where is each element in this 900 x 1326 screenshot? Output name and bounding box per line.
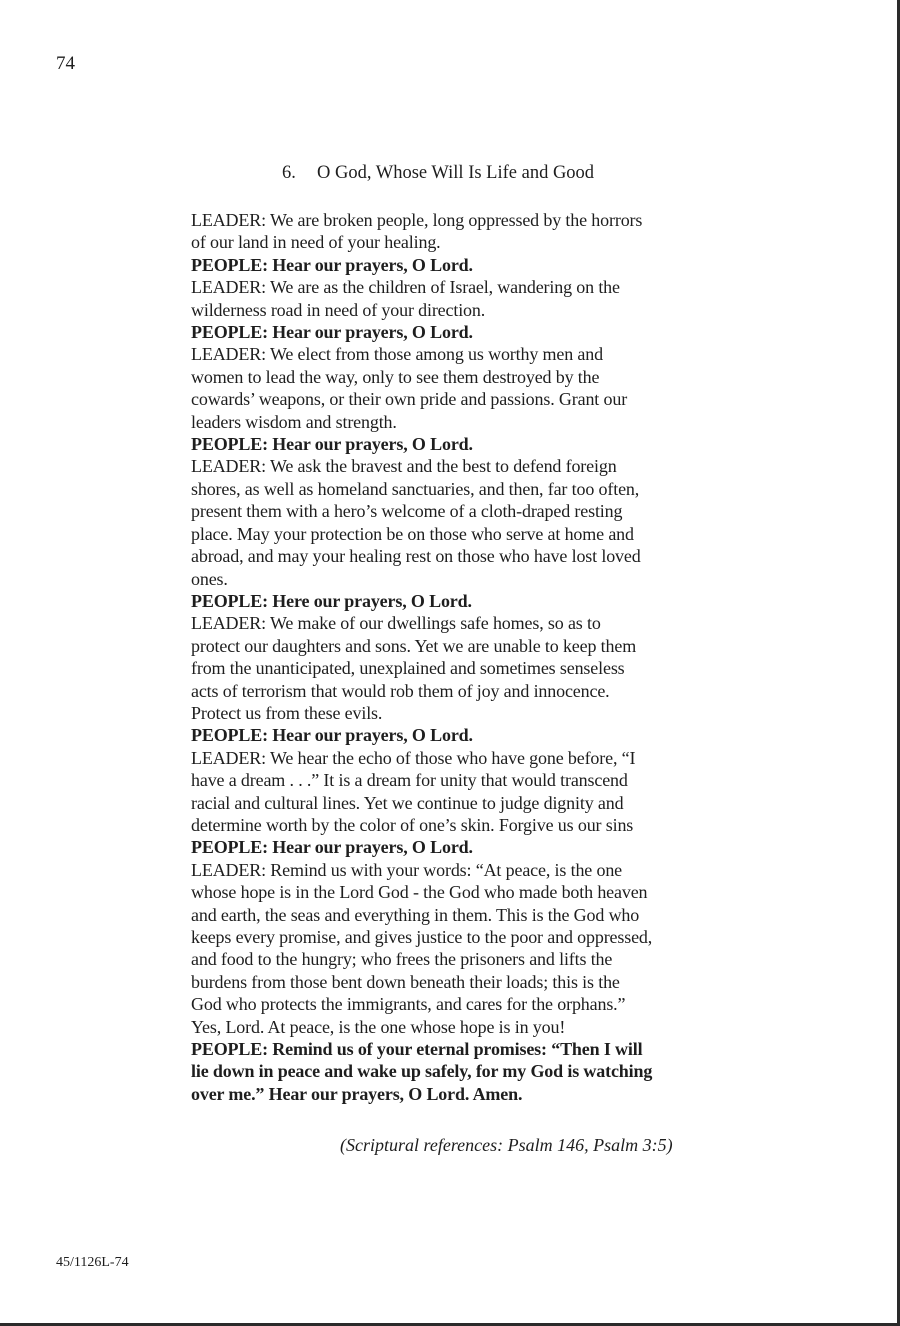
leader-line: and food to the hungry; who frees the prisoners and lifts the: [191, 949, 613, 970]
leader-line: present them with a hero’s welcome of a cloth-draped resting: [191, 501, 623, 522]
leader-line: and earth, the seas and everything in them. This is the God who: [191, 904, 640, 925]
leader-line: LEADER: We hear the echo of those who have gone before, “I: [191, 747, 636, 768]
leader-line: of our land in need of your healing.: [191, 232, 441, 253]
leader-line: determine worth by the color of one’s skin. Forgive us our sins: [191, 814, 634, 835]
people-response-line: PEOPLE: Hear our prayers, O Lord.: [191, 725, 473, 746]
leader-line: wilderness road in need of your direction.: [191, 299, 486, 320]
litany-text: [191, 209, 721, 1105]
section-number: 6.: [282, 163, 296, 183]
leader-line: ones.: [191, 568, 228, 589]
leader-line: Yes, Lord. At peace, is the one whose hope is in you!: [191, 1016, 566, 1037]
people-response-line: PEOPLE: Hear our prayers, O Lord.: [191, 434, 473, 455]
leader-line: women to lead the way, only to see them destroyed by the: [191, 366, 600, 387]
leader-line: Protect us from these evils.: [191, 702, 383, 723]
leader-line: LEADER: We are as the children of Israel, wandering on the: [191, 277, 620, 298]
people-response-line: lie down in peace and wake up safely, for my God is watching: [191, 1061, 653, 1082]
section-title: O God, Whose Will Is Life and Good: [317, 163, 595, 183]
people-response-line: PEOPLE: Hear our prayers, O Lord.: [191, 837, 473, 858]
leader-line: racial and cultural lines. Yet we continue to judge dignity and: [191, 792, 624, 813]
people-response-line: PEOPLE: Remind us of your eternal promises: “Then I will: [191, 1039, 643, 1060]
leader-line: LEADER: We make of our dwellings safe homes, so as to: [191, 613, 601, 634]
leader-line: LEADER: Remind us with your words: “At peace, is the one: [191, 859, 623, 880]
leader-line: leaders wisdom and strength.: [191, 411, 397, 432]
leader-line: place. May your protection be on those who serve at home and: [191, 523, 634, 544]
people-response-line: PEOPLE: Hear our prayers, O Lord.: [191, 322, 473, 343]
leader-line: LEADER: We elect from those among us worthy men and: [191, 344, 603, 365]
leader-line: abroad, and may your healing rest on those who have lost loved: [191, 546, 641, 567]
leader-line: God who protects the immigrants, and cares for the orphans.”: [191, 994, 626, 1015]
leader-line: whose hope is in the Lord God - the God who made both heaven: [191, 882, 648, 903]
scriptural-reference: (Scriptural references: Psalm 146, Psalm 3:5): [340, 1135, 673, 1155]
leader-line: burdens from those bent down beneath their loads; this is the: [191, 971, 620, 992]
footer-code: 45/1126L-74: [56, 1255, 129, 1270]
leader-line: from the unanticipated, unexplained and sometimes senseless: [191, 658, 625, 679]
page-number: 74: [56, 53, 75, 74]
people-response-line: PEOPLE: Hear our prayers, O Lord.: [191, 254, 473, 275]
leader-line: have a dream . . .” It is a dream for unity that would transcend: [191, 770, 628, 791]
people-response-line: over me.” Hear our prayers, O Lord. Amen.: [191, 1083, 523, 1104]
leader-line: keeps every promise, and gives justice to the poor and oppressed,: [191, 927, 653, 947]
people-response-line: PEOPLE: Here our prayers, O Lord.: [191, 590, 472, 611]
leader-line: cowards’ weapons, or their own pride and passions. Grant our: [191, 389, 628, 410]
leader-line: LEADER: We are broken people, long oppressed by the horrors: [191, 210, 643, 230]
section-heading: [282, 161, 594, 185]
leader-line: protect our daughters and sons. Yet we are unable to keep them: [191, 635, 637, 656]
leader-line: shores, as well as homeland sanctuaries, and then, far too often,: [191, 478, 640, 499]
leader-line: LEADER: We ask the bravest and the best to defend foreign: [191, 456, 617, 477]
leader-line: acts of terrorism that would rob them of joy and innocence.: [191, 680, 610, 701]
